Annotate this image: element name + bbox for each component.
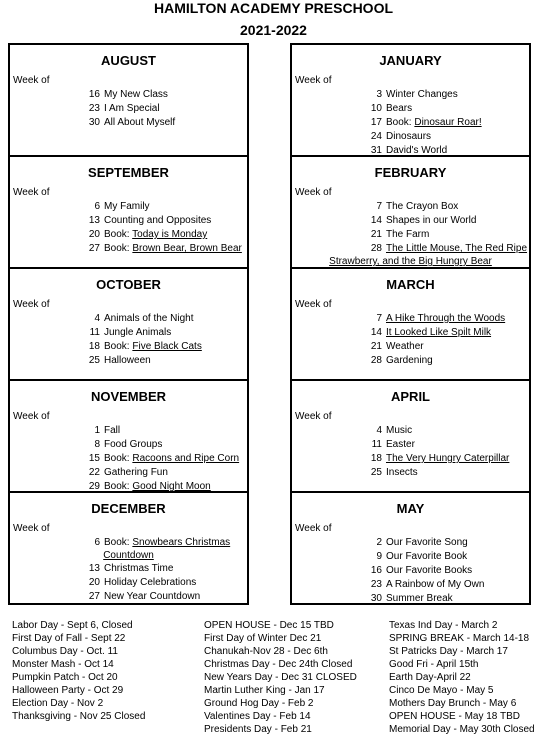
month-name: OCTOBER	[96, 277, 161, 292]
week-date: 7	[376, 201, 382, 212]
holiday-item: OPEN HOUSE - Dec 15 TBD	[204, 620, 334, 631]
theme-title: Gardening	[386, 355, 433, 366]
month-cell-may	[292, 493, 529, 605]
week-date: 27	[88, 243, 100, 254]
week-date: 4	[94, 313, 100, 324]
week-entry	[292, 550, 529, 564]
week-theme	[104, 214, 211, 228]
week-date: 16	[370, 565, 382, 576]
week-theme	[386, 550, 467, 564]
holiday-item: First Day of Fall - Sept 22	[12, 633, 126, 644]
week-entry	[292, 102, 529, 116]
theme-title: Dinosaurs	[386, 131, 432, 142]
week-entry	[10, 340, 247, 354]
week-entry	[292, 466, 529, 480]
week-date: 21	[370, 341, 382, 352]
theme-title: Music	[386, 425, 413, 436]
week-entry	[292, 424, 529, 438]
week-entry	[10, 326, 247, 340]
week-theme	[104, 312, 194, 326]
theme-title: Our Favorite Song	[386, 537, 468, 548]
week-date: 25	[88, 355, 100, 366]
week-entry	[10, 480, 247, 493]
week-list	[10, 424, 247, 493]
week-list	[10, 536, 247, 604]
week-list	[10, 88, 247, 130]
book-prefix: Book:	[386, 117, 415, 128]
week-date: 13	[88, 563, 100, 574]
book-prefix: Book:	[104, 481, 133, 492]
holiday-item: SPRING BREAK - March 14-18	[389, 633, 530, 644]
week-date: 23	[88, 103, 100, 114]
week-theme	[104, 326, 171, 340]
holiday-item: Christmas Day - Dec 24th Closed	[204, 659, 353, 670]
theme-title: The Little Mouse, The Red Ripe	[386, 243, 528, 254]
week-theme	[104, 88, 168, 102]
week-date: 30	[370, 593, 382, 604]
week-theme	[104, 438, 162, 452]
week-date: 10	[370, 103, 382, 114]
theme-title: The Crayon Box	[386, 201, 459, 212]
holiday-item: Halloween Party - Oct 29	[12, 685, 124, 696]
week-date: 18	[88, 341, 100, 352]
holiday-item: St Patricks Day - March 17	[389, 646, 508, 657]
week-date: 8	[94, 439, 100, 450]
theme-title: Christmas Time	[104, 563, 174, 574]
week-entry	[292, 200, 529, 214]
theme-title: It Looked Like Spilt Milk	[386, 327, 492, 338]
month-name: DECEMBER	[91, 501, 166, 516]
theme-title: New Year Countdown	[104, 591, 201, 602]
holiday-item: Labor Day - Sept 6, Closed	[12, 620, 133, 631]
theme-title: I Am Special	[104, 103, 160, 114]
week-entry	[292, 312, 529, 326]
theme-title: Halloween	[104, 355, 151, 366]
week-entry	[292, 228, 529, 242]
week-theme	[104, 340, 202, 354]
week-theme	[386, 88, 458, 102]
week-theme	[386, 452, 509, 466]
holiday-item: Earth Day-April 22	[389, 672, 471, 683]
holiday-item: Texas Ind Day - March 2	[389, 620, 498, 631]
theme-title: My Family	[104, 201, 150, 212]
holiday-list-winter	[204, 619, 357, 736]
week-theme	[386, 466, 418, 480]
week-of-label: Week of	[295, 299, 332, 310]
month-cell-january	[292, 45, 529, 157]
week-date: 6	[94, 537, 100, 548]
theme-title: Our Favorite Books	[386, 565, 473, 576]
week-theme	[386, 242, 527, 256]
holiday-item: Martin Luther King - Jan 17	[204, 685, 325, 696]
week-date: 25	[370, 467, 382, 478]
theme-title: Shapes in our World	[386, 215, 477, 226]
week-date: 13	[88, 215, 100, 226]
month-name: AUGUST	[101, 53, 156, 68]
week-date: 7	[376, 313, 382, 324]
week-entry	[292, 116, 529, 130]
theme-title: Weather	[386, 341, 424, 352]
week-theme	[104, 116, 175, 130]
week-entry	[10, 562, 247, 576]
holiday-item: Chanukah-Nov 28 - Dec 6th	[204, 646, 328, 657]
week-list	[292, 200, 529, 268]
holiday-item: Memorial Day - May 30th Closed	[389, 724, 535, 735]
week-date: 28	[370, 355, 382, 366]
theme-title-continued: Countdown	[103, 550, 154, 561]
week-entry	[292, 88, 529, 102]
theme-title: Gathering Fun	[104, 467, 168, 478]
week-list	[10, 312, 247, 368]
week-entry	[292, 144, 529, 157]
book-prefix: Book:	[104, 453, 133, 464]
week-theme	[386, 312, 505, 326]
theme-title: Dinosaur Roar!	[414, 117, 482, 128]
holiday-item: Presidents Day - Feb 21	[204, 724, 312, 735]
week-entry	[292, 242, 529, 256]
theme-title: David's World	[386, 145, 448, 156]
week-date: 15	[88, 453, 100, 464]
week-entry	[292, 354, 529, 368]
week-theme	[104, 242, 242, 256]
week-entry	[10, 438, 247, 452]
week-of-label: Week of	[13, 187, 50, 198]
week-theme	[386, 354, 433, 368]
week-date: 29	[88, 481, 100, 492]
theme-title: Easter	[386, 439, 415, 450]
month-name: MARCH	[386, 277, 435, 292]
week-theme	[104, 102, 160, 116]
week-list	[292, 424, 529, 480]
week-entry	[10, 576, 247, 590]
week-theme	[104, 576, 196, 590]
week-date: 4	[376, 425, 382, 436]
week-theme	[386, 578, 484, 592]
week-list	[292, 312, 529, 368]
week-entry	[10, 116, 247, 130]
week-theme	[386, 438, 415, 452]
week-entry	[292, 130, 529, 144]
week-entry	[292, 536, 529, 550]
holiday-item: Good Fri - April 15th	[389, 659, 479, 670]
holiday-list-spring	[389, 619, 535, 736]
month-name: MAY	[396, 501, 425, 516]
book-prefix: Book:	[104, 341, 133, 352]
book-prefix: Book:	[104, 243, 133, 254]
theme-title: Bears	[386, 103, 413, 114]
school-title: HAMILTON ACADEMY PRESCHOOL	[153, 0, 394, 16]
holiday-item: Election Day - Nov 2	[12, 698, 104, 709]
holiday-item: Pumpkin Patch - Oct 20	[12, 672, 118, 683]
month-cell-september	[10, 157, 247, 269]
week-theme	[386, 592, 453, 605]
month-name: NOVEMBER	[90, 389, 167, 404]
holiday-item: Ground Hog Day - Feb 2	[204, 698, 314, 709]
week-theme	[386, 340, 424, 354]
week-entry	[10, 536, 247, 550]
week-theme	[104, 228, 207, 242]
left-month-column	[8, 43, 249, 605]
book-prefix: Book:	[104, 537, 133, 548]
holiday-item: Columbus Day - Oct. 11	[12, 646, 118, 657]
month-name: SEPTEMBER	[88, 165, 169, 180]
week-of-label: Week of	[13, 75, 50, 86]
month-cell-april	[292, 381, 529, 493]
week-theme	[386, 116, 482, 130]
week-theme	[386, 536, 468, 550]
week-entry	[10, 424, 247, 438]
theme-title: Brown Bear, Brown Bear	[132, 243, 242, 254]
week-entry	[292, 438, 529, 452]
week-theme	[104, 480, 211, 493]
theme-title: The Farm	[386, 229, 430, 240]
week-entry	[292, 452, 529, 466]
week-entry	[10, 452, 247, 466]
week-theme	[386, 214, 476, 228]
theme-title: A Hike Through the Woods	[386, 313, 506, 324]
holiday-list-fall	[12, 619, 145, 723]
week-theme	[386, 200, 458, 214]
week-of-label: Week of	[295, 75, 332, 86]
week-of-label: Week of	[295, 523, 332, 534]
week-date: 18	[370, 453, 382, 464]
week-of-label: Week of	[13, 411, 50, 422]
week-entry	[292, 326, 529, 340]
week-theme	[386, 326, 491, 340]
month-cell-february	[292, 157, 529, 269]
week-theme	[386, 102, 412, 116]
week-of-label: Week of	[295, 187, 332, 198]
week-entry	[292, 564, 529, 578]
week-theme	[104, 466, 168, 480]
month-name: FEBRUARY	[374, 165, 447, 180]
week-entry	[292, 340, 529, 354]
week-theme	[104, 536, 230, 550]
theme-title: Our Favorite Book	[386, 551, 468, 562]
book-prefix: Book:	[104, 229, 133, 240]
week-entry	[10, 214, 247, 228]
week-theme	[386, 564, 472, 578]
school-year: 2021-2022	[240, 22, 307, 38]
week-entry	[10, 466, 247, 480]
week-date: 22	[88, 467, 100, 478]
month-cell-october	[10, 269, 247, 381]
week-date: 14	[370, 215, 382, 226]
week-date: 6	[94, 201, 100, 212]
week-theme	[104, 562, 173, 576]
week-theme	[104, 354, 151, 368]
theme-title: Jungle Animals	[104, 327, 172, 338]
month-name: JANUARY	[379, 53, 442, 68]
holiday-item: Cinco De Mayo - May 5	[389, 685, 494, 696]
holiday-item: Valentines Day - Feb 14	[204, 711, 311, 722]
theme-title: Racoons and Ripe Corn	[132, 453, 240, 464]
theme-title: Food Groups	[104, 439, 163, 450]
theme-title: A Rainbow of My Own	[386, 579, 485, 590]
holiday-item: First Day of Winter Dec 21	[204, 633, 322, 644]
week-date: 17	[370, 117, 382, 128]
theme-title: Summer Break	[386, 593, 453, 604]
week-date: 14	[370, 327, 382, 338]
week-entry	[292, 214, 529, 228]
week-date: 31	[370, 145, 382, 156]
theme-title-continued: Strawberry, and the Big Hungry Bear	[329, 256, 492, 267]
month-cell-november	[10, 381, 247, 493]
week-theme	[386, 144, 447, 157]
week-date: 2	[376, 537, 382, 548]
theme-title: My New Class	[104, 89, 168, 100]
theme-title: Holiday Celebrations	[104, 577, 197, 588]
week-date: 21	[370, 229, 382, 240]
theme-title: Insects	[386, 467, 418, 478]
week-list	[292, 536, 529, 605]
holiday-item: Thanksgiving - Nov 25 Closed	[12, 711, 146, 722]
week-of-label: Week of	[13, 299, 50, 310]
holiday-item: Monster Mash - Oct 14	[12, 659, 114, 670]
week-entry	[10, 242, 247, 256]
theme-title: All About Myself	[104, 117, 176, 128]
theme-title: Counting and Opposites	[104, 215, 212, 226]
holiday-item: New Years Day - Dec 31 CLOSED	[204, 672, 357, 683]
month-cell-march	[292, 269, 529, 381]
week-date: 11	[89, 327, 100, 338]
week-date: 27	[88, 591, 100, 602]
week-date: 1	[94, 425, 100, 436]
week-theme	[104, 452, 239, 466]
week-entry	[292, 592, 529, 605]
week-entry	[10, 590, 247, 604]
week-date: 9	[376, 551, 382, 562]
week-of-label: Week of	[295, 411, 332, 422]
week-date: 30	[88, 117, 100, 128]
week-theme	[104, 200, 150, 214]
week-theme	[386, 424, 412, 438]
theme-title: Five Black Cats	[132, 341, 202, 352]
week-entry	[10, 102, 247, 116]
week-date: 28	[370, 243, 382, 254]
theme-title: Fall	[104, 425, 121, 436]
month-cell-august	[10, 45, 247, 157]
theme-title: The Very Hungry Caterpillar	[386, 453, 510, 464]
week-theme	[386, 130, 431, 144]
week-date: 11	[371, 439, 382, 450]
theme-title: Snowbears Christmas	[132, 537, 231, 548]
week-theme	[104, 424, 120, 438]
week-entry	[10, 228, 247, 242]
month-name: APRIL	[391, 389, 430, 404]
right-month-column	[290, 43, 531, 605]
week-date: 16	[88, 89, 100, 100]
week-entry	[10, 354, 247, 368]
week-date: 3	[376, 89, 382, 100]
week-of-label: Week of	[13, 523, 50, 534]
theme-title: Animals of the Night	[104, 313, 194, 324]
holiday-item: Mothers Day Brunch - May 6	[389, 698, 517, 709]
theme-title: Today is Monday	[132, 229, 208, 240]
week-entry	[10, 88, 247, 102]
week-theme	[386, 228, 429, 242]
week-date: 24	[370, 131, 382, 142]
theme-title: Winter Changes	[386, 89, 458, 100]
holiday-item: OPEN HOUSE - May 18 TBD	[389, 711, 520, 722]
month-cell-december	[10, 493, 247, 605]
week-date: 23	[370, 579, 382, 590]
week-list	[292, 88, 529, 157]
week-entry	[292, 578, 529, 592]
week-date: 20	[88, 577, 100, 588]
week-entry	[10, 200, 247, 214]
theme-title: Good Night Moon	[132, 481, 211, 492]
week-list	[10, 200, 247, 256]
week-theme	[104, 590, 200, 604]
week-entry	[10, 312, 247, 326]
week-date: 20	[88, 229, 100, 240]
